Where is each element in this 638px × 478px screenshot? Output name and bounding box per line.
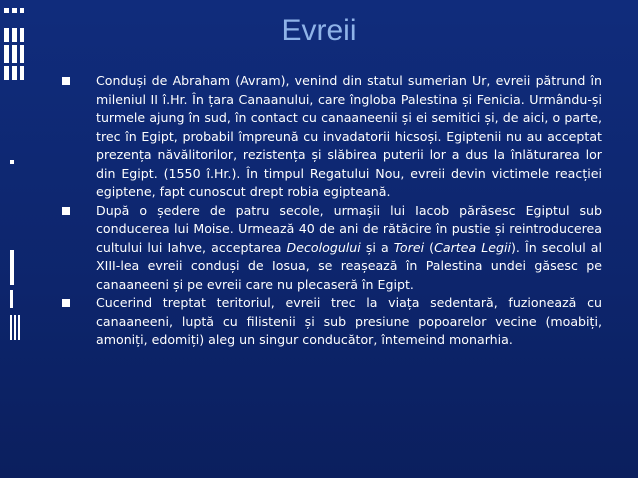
slide-title: Evreii xyxy=(281,14,357,47)
bullet-text xyxy=(96,72,602,202)
grid-cell xyxy=(4,8,9,13)
bullet-list xyxy=(62,72,602,350)
bullet-text xyxy=(96,202,602,295)
decorative-ticks xyxy=(10,315,20,340)
text-segment: Cucerind treptat teritoriul, evreii trec la viața sedentară, fuzionează cu canaaneeni, luptă cu filistenii și sub presiune popoarelor vecine (moabiți, amoniți, edomiți) aleg un singur conducător, întemeind monarhia. xyxy=(96,295,602,347)
text-segment: Conduși de Abraham (Avram), venind din statul sumerian Ur, evreii pătrund în mileniul II î.Hr. În țara Canaanului, care îngloba Palestina și Fenicia. Urmându-și turmele ajung în sud, în contact cu canaaneenii și ei semitici și, de aici, o parte, trec în Egipt, probabil împreună cu invadatorii hicsoși. Egiptenii nu au acceptat prezența năvălitorilor, rezistența și slăbirea puterii lor a dus la înlăturarea lor din Egipt. (1550 î.Hr.). În timpul Regatului Nou, evreii devin victimele reacției egiptene, fapt cunoscut drept robia egipteană. xyxy=(96,73,602,199)
grid-cell xyxy=(12,66,17,80)
italic-term: Cartea Legii xyxy=(434,239,512,255)
grid-cell xyxy=(4,66,9,80)
text-segment: După o ședere de patru secole, urmașii lui Iacob părăsesc Egiptul sub conducerea lui Moise. Urmează 40 de ani de rătăcire în pustie și reintroducerea cultului lui Iahve, acceptarea xyxy=(96,202,602,255)
bullet-text xyxy=(96,294,602,350)
grid-cell xyxy=(20,66,24,80)
italic-term: Decologului xyxy=(286,239,361,255)
bullet-marker-icon xyxy=(62,207,70,215)
bullet-item xyxy=(62,202,602,295)
bullet-marker-icon xyxy=(62,77,70,85)
decorative-bar xyxy=(10,160,14,164)
text-segment: ). În secolul al XIII-lea evreii conduși de Iosua, se reașează în Palestina undei găsesc pe canaaneeni și pe evreii care nu plecaseră în Egipt. xyxy=(96,239,602,292)
decorative-bar xyxy=(10,250,14,285)
bullet-item xyxy=(62,72,602,202)
decorative-strip xyxy=(0,0,28,478)
italic-term: Torei xyxy=(393,239,425,255)
decorative-bar xyxy=(10,290,13,308)
grid-cell xyxy=(20,8,24,13)
grid-cell xyxy=(12,8,17,13)
text-segment: ( xyxy=(424,239,435,255)
bullet-marker-icon xyxy=(62,299,70,307)
text-segment: și a xyxy=(360,239,394,255)
bullet-item xyxy=(62,294,602,350)
